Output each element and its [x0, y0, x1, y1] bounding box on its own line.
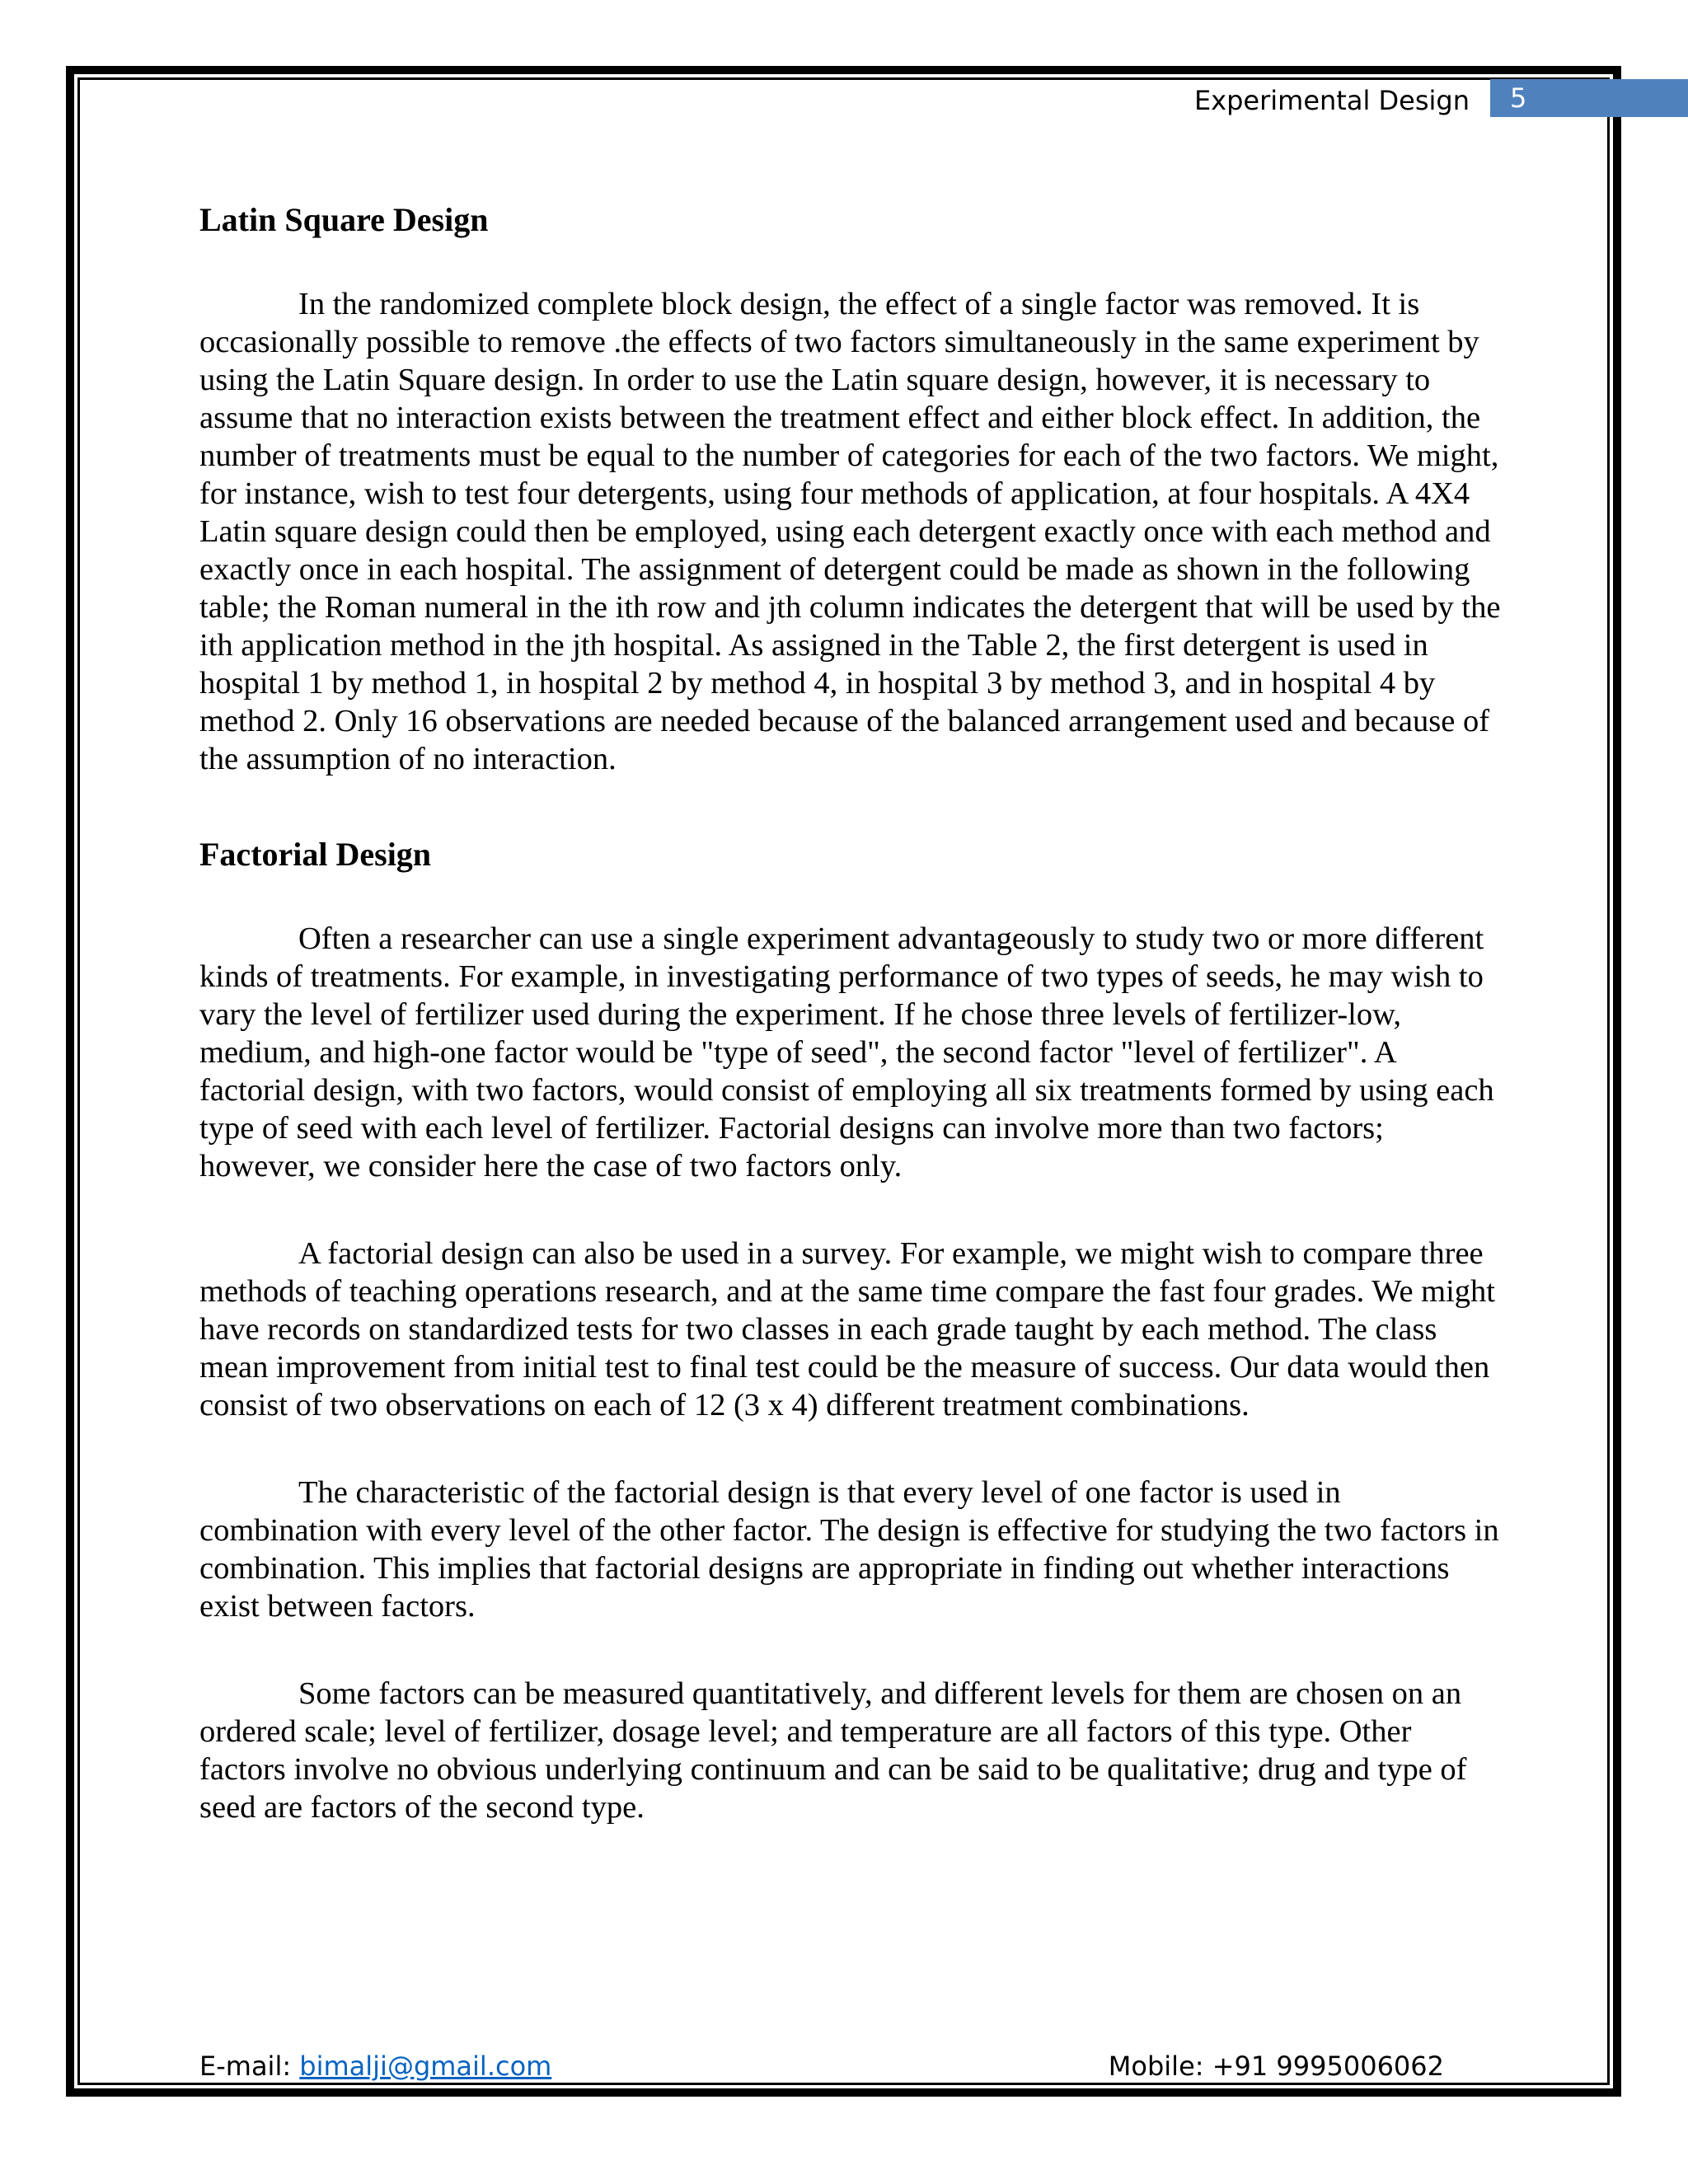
paragraph: A factorial design can also be used in a survey. For example, we might wish to compare three methods of teaching operations research, and at the same time compare the fast four grades. We might have records on standardized tests for two classes in each grade taught by each method. The class mean improvement from initial test to final test could be the measure of success. Our data would then consist of two observations on each of 12 (3 x 4) different treatment combinations.	[199, 1236, 1495, 1422]
paragraph: Often a researcher can use a single experiment advantageously to study two or more different kinds of treatments. For example, in investigating performance of two types of seeds, he may wish to vary the level of fertilizer used during the experiment. If he chose three levels of fertilizer-low, medium, and high-one factor would be "type of seed", the second factor "level of fertilizer". A factorial design, with two factors, would consist of employing all six treatments formed by using each type of seed with each level of fertilizer. Factorial designs can involve more than two factors; however, we consider here the case of two factors only.	[199, 921, 1494, 1183]
section-heading-factorial: Factorial Design	[199, 836, 432, 873]
section-heading-latin-square: Latin Square Design	[199, 201, 489, 238]
document-body	[199, 191, 1502, 1826]
page-number: 5	[1510, 82, 1527, 114]
email-link[interactable]: bimalji@gmail.com	[299, 2050, 552, 2082]
paragraph: Some factors can be measured quantitatively, and different levels for them are chosen on an ordered scale; level of fertilizer, dosage level; and temperature are all factors of this type. Other factors involve no obvious underlying continuum and can be said to be qualitative; drug and type of seed are factors of the second type.	[199, 1676, 1467, 1825]
page-footer	[199, 2046, 1444, 2087]
mobile-number: Mobile: +91 9995006062	[1108, 2050, 1444, 2082]
paragraph: In the randomized complete block design, the effect of a single factor was removed. It is occasionally possible to remove .the effects of two factors simultaneously in the same experiment by using the Latin Square design. In order to use the Latin square design, however, it is necessary to assume that no interaction exists between the treatment effect and either block effect. In addition, the number of treatments must be equal to the number of categories for each of the two factors. We might, for instance, wish to test four detergents, using four methods of application, at four hospitals. A 4X4 Latin square design could then be employed, using each detergent exactly once with each method and exactly once in each hospital. The assignment of detergent could be made as shown in the following table; the Roman numeral in the ith row and jth column indicates the detergent that will be used by the ith application method in the jth hospital. As assigned in the Table 2, the first detergent is used in hospital 1 by method 1, in hospital 2 by method 4, in hospital 3 by method 3, and in hospital 4 by method 2. Only 16 observations are needed because of the balanced arrangement used and because of the assumption of no interaction.	[199, 287, 1501, 776]
running-header-title: Experimental Design	[1193, 85, 1470, 116]
paragraph: The characteristic of the factorial design is that every level of one factor is used in combination with every level of the other factor. The design is effective for studying the two factors in combination. This implies that factorial designs are appropriate in finding out whether interactions exist between factors.	[199, 1475, 1499, 1624]
email-label: E-mail:	[199, 2050, 300, 2082]
page-number-tab	[1490, 79, 1688, 117]
